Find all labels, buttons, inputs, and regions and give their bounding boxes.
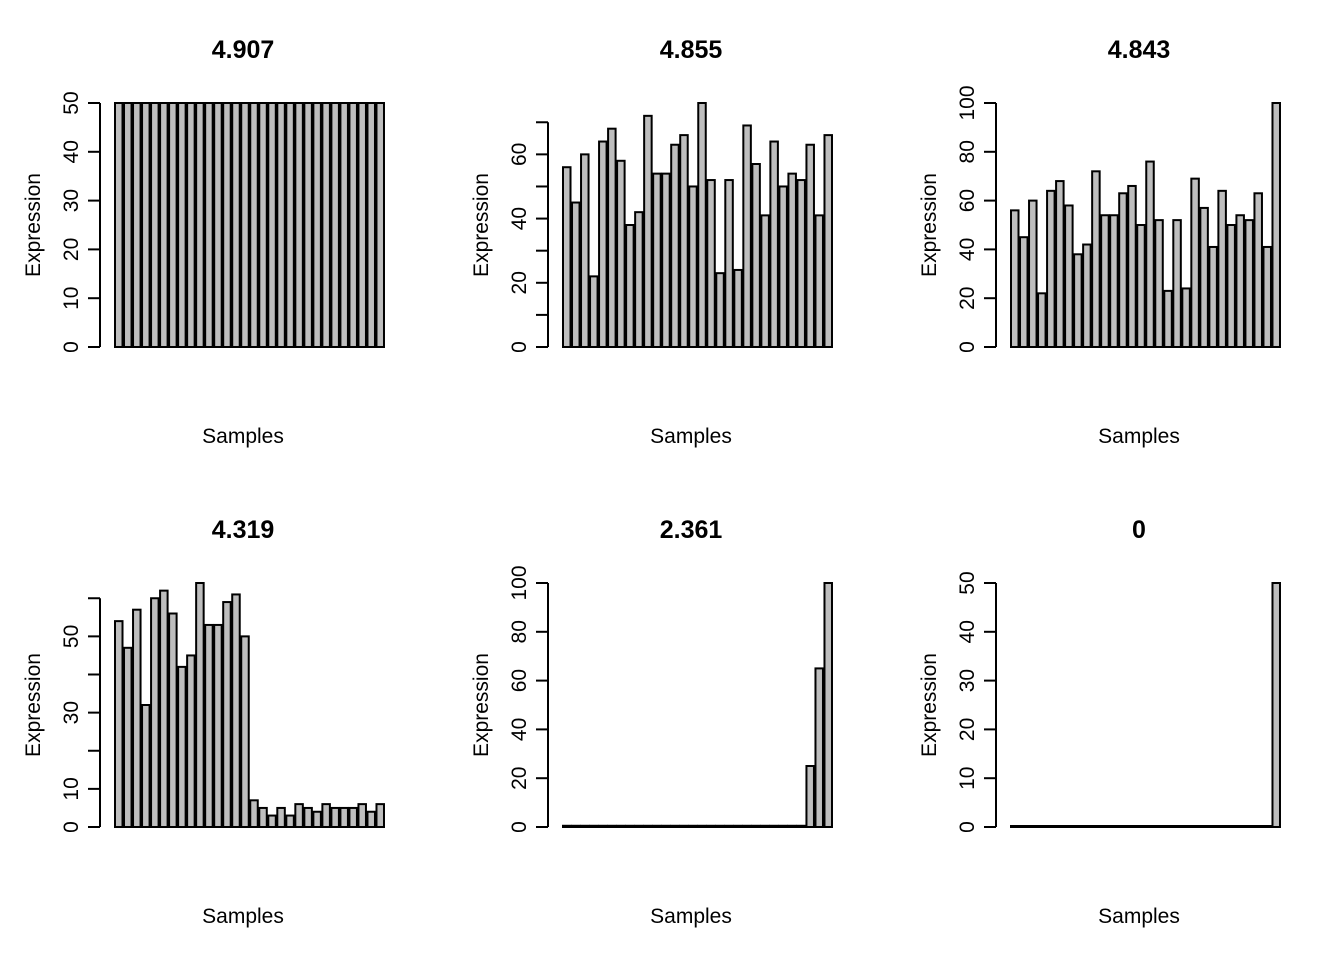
bar xyxy=(581,826,589,827)
y-tick-label: 50 xyxy=(60,91,83,115)
bar xyxy=(304,808,312,827)
y-tick-label: 10 xyxy=(956,766,979,790)
bar xyxy=(1074,254,1082,347)
bar xyxy=(743,826,751,827)
bar xyxy=(608,129,616,347)
barplot-panel-1 xyxy=(0,0,448,480)
panel-title: 4.843 xyxy=(1107,36,1171,64)
y-tick-label: 30 xyxy=(956,668,979,693)
bar xyxy=(358,804,366,827)
bar xyxy=(250,103,258,347)
y-tick-label: 0 xyxy=(508,341,531,353)
bar xyxy=(1209,826,1217,827)
y-tick-label: 30 xyxy=(60,700,83,725)
bar xyxy=(671,145,679,347)
bar xyxy=(133,103,141,347)
bar xyxy=(815,668,823,827)
bar xyxy=(653,826,661,827)
bar xyxy=(1245,220,1253,347)
bar xyxy=(680,135,688,347)
barplot-svg-1 xyxy=(0,0,448,480)
x-axis-label: Samples xyxy=(202,905,284,928)
bar xyxy=(698,826,706,827)
bar xyxy=(1218,191,1226,347)
y-axis-label: Expression xyxy=(470,173,493,277)
bar xyxy=(635,212,643,347)
bar xyxy=(1065,826,1073,827)
bar xyxy=(124,103,132,347)
bar xyxy=(1272,103,1280,347)
bar xyxy=(1191,179,1199,347)
bar xyxy=(725,826,733,827)
bar xyxy=(1263,826,1271,827)
bar xyxy=(196,583,204,827)
bar xyxy=(689,186,697,347)
y-tick-label: 50 xyxy=(60,624,83,649)
bar xyxy=(1200,826,1208,827)
bar xyxy=(707,180,715,347)
bar xyxy=(779,826,787,827)
bar xyxy=(124,648,132,827)
bar xyxy=(358,103,366,347)
bar xyxy=(815,215,823,347)
bar xyxy=(1164,826,1172,827)
bar xyxy=(277,103,285,347)
bar xyxy=(1119,826,1127,827)
y-tick-label: 20 xyxy=(60,237,83,262)
bar xyxy=(1191,826,1199,827)
bar xyxy=(295,103,303,347)
bar xyxy=(1056,181,1064,347)
y-tick-label: 100 xyxy=(508,565,531,601)
y-axis-label: Expression xyxy=(22,173,45,277)
panel-title: 2.361 xyxy=(659,516,723,544)
bar xyxy=(1155,220,1163,347)
bar xyxy=(716,273,724,347)
bar xyxy=(1011,210,1019,347)
y-tick-label: 10 xyxy=(60,286,83,310)
y-tick-label: 80 xyxy=(508,620,531,644)
bar xyxy=(115,103,123,347)
bar xyxy=(1164,291,1172,347)
bar xyxy=(1236,826,1244,827)
x-axis-label: Samples xyxy=(202,425,284,448)
bar xyxy=(1182,288,1190,347)
y-tick-label: 50 xyxy=(956,571,979,595)
bar xyxy=(779,186,787,347)
bar xyxy=(313,812,321,827)
bar xyxy=(824,583,832,827)
bar xyxy=(770,142,778,347)
bar xyxy=(1254,193,1262,347)
bar xyxy=(1029,201,1037,347)
bar xyxy=(1038,826,1046,827)
bar xyxy=(1209,247,1217,347)
bar xyxy=(806,145,814,347)
bar xyxy=(331,808,339,827)
y-tick-label: 60 xyxy=(508,668,531,693)
y-tick-label: 0 xyxy=(60,341,83,353)
bar xyxy=(689,826,697,827)
bar xyxy=(340,808,348,827)
y-tick-label: 40 xyxy=(956,237,979,262)
bar xyxy=(340,103,348,347)
y-tick-label: 0 xyxy=(956,821,979,833)
bar xyxy=(1119,193,1127,347)
bar xyxy=(1083,826,1091,827)
bar xyxy=(241,636,249,827)
y-tick-label: 0 xyxy=(60,821,83,833)
panel-title: 4.319 xyxy=(211,516,275,544)
bar xyxy=(376,103,384,347)
bar xyxy=(617,161,625,347)
bar xyxy=(1110,826,1118,827)
bar xyxy=(752,826,760,827)
x-axis-label: Samples xyxy=(1098,425,1180,448)
bar xyxy=(277,808,285,827)
bar xyxy=(1218,826,1226,827)
bar xyxy=(304,103,312,347)
y-axis-label: Expression xyxy=(918,173,941,277)
y-tick-label: 40 xyxy=(956,620,979,644)
bar xyxy=(187,103,195,347)
barplot-svg-5 xyxy=(448,480,896,960)
barplot-panel-5 xyxy=(448,480,896,960)
bar xyxy=(142,103,150,347)
bar xyxy=(1020,826,1028,827)
bar xyxy=(214,625,222,827)
y-tick-label: 60 xyxy=(508,142,531,167)
y-axis-label: Expression xyxy=(918,653,941,757)
bar xyxy=(1101,826,1109,827)
bar xyxy=(1083,245,1091,347)
bar xyxy=(599,826,607,827)
bar xyxy=(680,826,688,827)
bar xyxy=(169,103,177,347)
bar xyxy=(626,826,634,827)
bar xyxy=(115,621,123,827)
bar xyxy=(187,655,195,827)
bar xyxy=(151,598,159,827)
bar xyxy=(205,625,213,827)
x-axis-label: Samples xyxy=(1098,905,1180,928)
y-tick-label: 40 xyxy=(60,140,83,164)
bar xyxy=(644,116,652,347)
bar xyxy=(286,816,294,827)
bar xyxy=(1047,826,1055,827)
bar xyxy=(1227,225,1235,347)
bar xyxy=(1092,171,1100,347)
bar xyxy=(1029,826,1037,827)
bar xyxy=(1074,826,1082,827)
bar xyxy=(1263,247,1271,347)
bar xyxy=(1110,215,1118,347)
bar xyxy=(133,610,141,827)
bar xyxy=(572,203,580,347)
bar xyxy=(178,667,186,827)
bar xyxy=(725,180,733,347)
bar xyxy=(1155,826,1163,827)
bar xyxy=(1056,826,1064,827)
bar xyxy=(1020,237,1028,347)
bar xyxy=(259,103,267,347)
y-tick-label: 20 xyxy=(956,286,979,310)
bar xyxy=(761,826,769,827)
bar xyxy=(698,103,706,347)
bar xyxy=(241,103,249,347)
bar xyxy=(169,614,177,828)
y-tick-label: 30 xyxy=(60,188,83,213)
bar xyxy=(178,103,186,347)
bar xyxy=(349,808,357,827)
bar xyxy=(1146,162,1154,347)
bar xyxy=(1254,826,1262,827)
bar xyxy=(160,591,168,827)
bar xyxy=(205,103,213,347)
y-axis-label: Expression xyxy=(470,653,493,757)
bar xyxy=(644,826,652,827)
y-tick-label: 0 xyxy=(956,341,979,353)
bar xyxy=(223,103,231,347)
x-axis-label: Samples xyxy=(650,905,732,928)
bar xyxy=(563,167,571,347)
bar xyxy=(590,826,598,827)
barplot-panel-2 xyxy=(448,0,896,480)
bar xyxy=(1092,826,1100,827)
bar xyxy=(608,826,616,827)
panel-title: 4.855 xyxy=(659,36,723,64)
barplot-panel-3 xyxy=(896,0,1344,480)
barplot-svg-6 xyxy=(896,480,1344,960)
bar xyxy=(671,826,679,827)
bar xyxy=(563,826,571,827)
bar xyxy=(214,103,222,347)
bar xyxy=(295,804,303,827)
bar xyxy=(1038,293,1046,347)
y-tick-label: 40 xyxy=(508,206,531,231)
y-tick-label: 20 xyxy=(508,271,531,295)
bar xyxy=(331,103,339,347)
bar xyxy=(752,164,760,347)
bar xyxy=(653,174,661,347)
bar xyxy=(1173,220,1181,347)
bar xyxy=(313,103,321,347)
y-tick-label: 20 xyxy=(956,717,979,742)
bar xyxy=(662,174,670,347)
bar xyxy=(617,826,625,827)
bar xyxy=(635,826,643,827)
bar xyxy=(599,142,607,347)
panel-title: 0 xyxy=(1132,516,1146,544)
bar xyxy=(1128,186,1136,347)
bar xyxy=(286,103,294,347)
bar xyxy=(1272,583,1280,827)
bar xyxy=(824,135,832,347)
bar xyxy=(1245,826,1253,827)
barplot-panel-4 xyxy=(0,480,448,960)
bar xyxy=(734,270,742,347)
bar xyxy=(1101,215,1109,347)
bar xyxy=(770,826,778,827)
barplot-svg-2 xyxy=(448,0,896,480)
bar xyxy=(1173,826,1181,827)
bar xyxy=(1047,191,1055,347)
bar xyxy=(734,826,742,827)
bar xyxy=(1137,826,1145,827)
bar xyxy=(716,826,724,827)
bar xyxy=(662,826,670,827)
bar xyxy=(259,808,267,827)
y-tick-label: 60 xyxy=(956,188,979,213)
bar xyxy=(142,705,150,827)
bar xyxy=(1011,826,1019,827)
y-tick-label: 80 xyxy=(956,140,979,164)
bar xyxy=(1146,826,1154,827)
bar xyxy=(1227,826,1235,827)
bar xyxy=(322,804,330,827)
y-tick-label: 40 xyxy=(508,717,531,742)
y-tick-label: 10 xyxy=(60,777,83,801)
bar xyxy=(1137,225,1145,347)
bar xyxy=(707,826,715,827)
bar xyxy=(581,154,589,347)
x-axis-label: Samples xyxy=(650,425,732,448)
bar xyxy=(223,602,231,827)
y-tick-label: 20 xyxy=(508,766,531,790)
barplot-svg-3 xyxy=(896,0,1344,480)
bar xyxy=(797,180,805,347)
bar xyxy=(160,103,168,347)
bar xyxy=(268,816,276,827)
bar xyxy=(367,103,375,347)
bar xyxy=(788,826,796,827)
bar xyxy=(1128,826,1136,827)
bar xyxy=(761,215,769,347)
bar xyxy=(367,812,375,827)
bar xyxy=(1236,215,1244,347)
bar xyxy=(376,804,384,827)
bar xyxy=(572,826,580,827)
y-tick-label: 0 xyxy=(508,821,531,833)
bar xyxy=(196,103,204,347)
panel-title: 4.907 xyxy=(211,36,275,64)
bar xyxy=(788,174,796,347)
bar xyxy=(232,594,240,827)
bar xyxy=(268,103,276,347)
bar xyxy=(806,766,814,827)
bar xyxy=(250,800,258,827)
bar xyxy=(1200,208,1208,347)
bar xyxy=(797,826,805,827)
y-tick-label: 100 xyxy=(956,85,979,121)
bar xyxy=(590,276,598,347)
bar xyxy=(232,103,240,347)
y-axis-label: Expression xyxy=(22,653,45,757)
bar xyxy=(743,125,751,347)
bar xyxy=(1182,826,1190,827)
bar xyxy=(626,225,634,347)
bar xyxy=(349,103,357,347)
bar xyxy=(1065,205,1073,347)
barplot-panel-6 xyxy=(896,480,1344,960)
barplot-svg-4 xyxy=(0,480,448,960)
bar xyxy=(151,103,159,347)
bar xyxy=(322,103,330,347)
